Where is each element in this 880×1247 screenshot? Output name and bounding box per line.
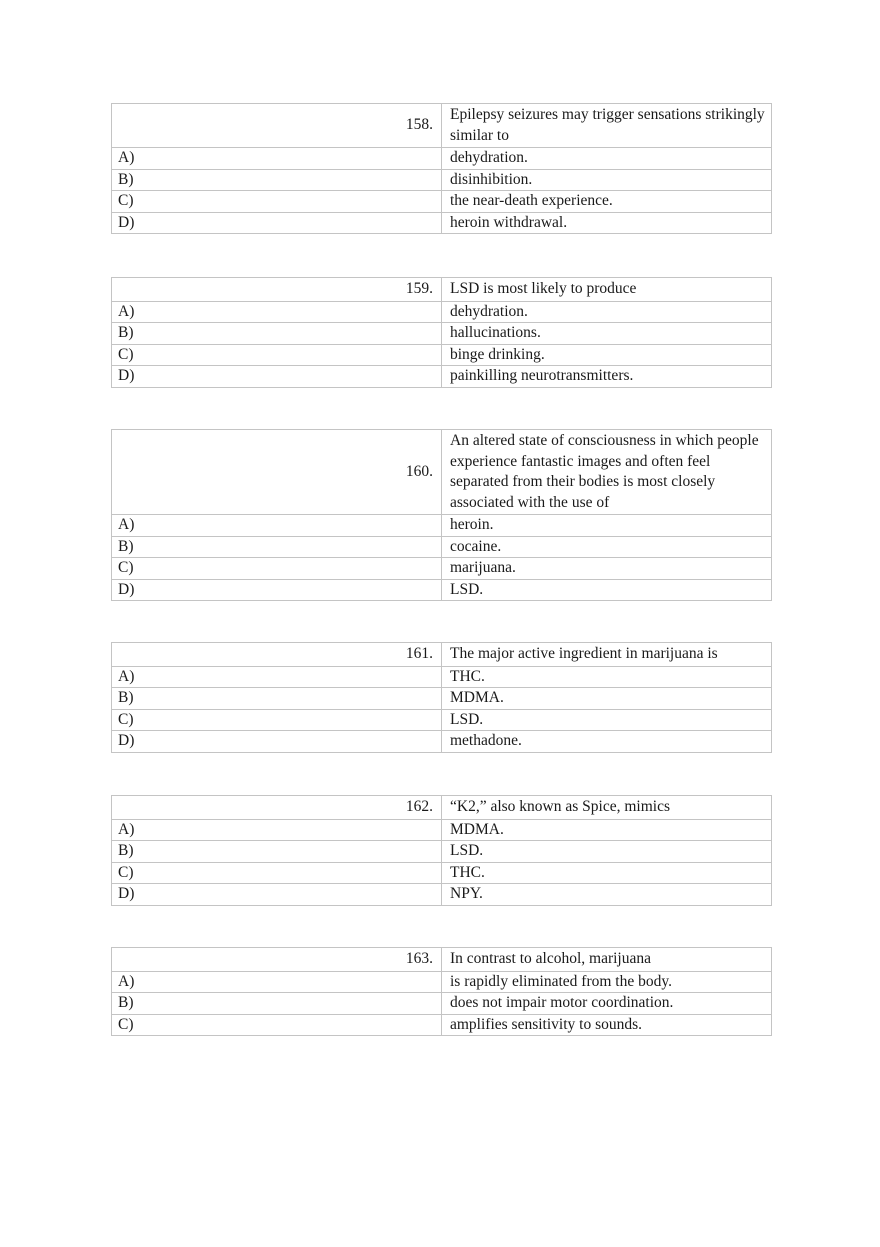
option-text: heroin. <box>442 515 772 537</box>
option-letter: A) <box>112 148 442 170</box>
question-row <box>112 104 772 148</box>
option-letter: D) <box>112 731 442 753</box>
question-row <box>112 796 772 820</box>
option-letter: C) <box>112 862 442 884</box>
option-text: dehydration. <box>442 301 772 323</box>
option-text: THC. <box>442 862 772 884</box>
option-row <box>112 971 772 993</box>
option-letter: A) <box>112 819 442 841</box>
question-table-159 <box>111 277 772 388</box>
option-row <box>112 819 772 841</box>
option-letter: B) <box>112 323 442 345</box>
option-letter: B) <box>112 169 442 191</box>
option-text: binge drinking. <box>442 344 772 366</box>
option-row <box>112 323 772 345</box>
option-text: hallucinations. <box>442 323 772 345</box>
option-text: the near-death experience. <box>442 191 772 213</box>
option-letter: C) <box>112 558 442 580</box>
option-row <box>112 579 772 601</box>
question-number: 162. <box>112 796 442 820</box>
option-text: LSD. <box>442 579 772 601</box>
option-text: amplifies sensitivity to sounds. <box>442 1014 772 1036</box>
question-stem: “K2,” also known as Spice, mimics <box>442 796 772 820</box>
option-letter: B) <box>112 688 442 710</box>
question-table-161 <box>111 642 772 753</box>
option-row <box>112 558 772 580</box>
option-text: NPY. <box>442 884 772 906</box>
option-text: MDMA. <box>442 819 772 841</box>
option-row <box>112 884 772 906</box>
question-row <box>112 278 772 302</box>
option-row <box>112 666 772 688</box>
question-row <box>112 643 772 667</box>
question-number: 163. <box>112 948 442 972</box>
option-letter: A) <box>112 666 442 688</box>
option-text: disinhibition. <box>442 169 772 191</box>
question-row <box>112 948 772 972</box>
option-text: methadone. <box>442 731 772 753</box>
option-row <box>112 344 772 366</box>
option-row <box>112 366 772 388</box>
option-letter: B) <box>112 993 442 1015</box>
option-row <box>112 212 772 234</box>
option-letter: D) <box>112 212 442 234</box>
option-letter: A) <box>112 515 442 537</box>
question-stem: The major active ingredient in marijuana is <box>442 643 772 667</box>
option-row <box>112 515 772 537</box>
option-row <box>112 148 772 170</box>
option-letter: B) <box>112 536 442 558</box>
question-stem: An altered state of consciousness in which people experience fantastic images and often feel separated from their bodies is most closely associated with the use of <box>442 430 772 515</box>
option-row <box>112 536 772 558</box>
option-letter: A) <box>112 301 442 323</box>
question-row <box>112 430 772 515</box>
question-stem: In contrast to alcohol, marijuana <box>442 948 772 972</box>
option-text: marijuana. <box>442 558 772 580</box>
option-row <box>112 731 772 753</box>
option-row <box>112 301 772 323</box>
option-letter: D) <box>112 366 442 388</box>
option-row <box>112 688 772 710</box>
option-row <box>112 993 772 1015</box>
question-number: 161. <box>112 643 442 667</box>
option-text: THC. <box>442 666 772 688</box>
option-row <box>112 169 772 191</box>
option-row <box>112 862 772 884</box>
option-text: LSD. <box>442 709 772 731</box>
question-table-162 <box>111 795 772 906</box>
option-row <box>112 841 772 863</box>
option-text: painkilling neurotransmitters. <box>442 366 772 388</box>
option-row <box>112 191 772 213</box>
option-letter: D) <box>112 579 442 601</box>
question-stem: LSD is most likely to produce <box>442 278 772 302</box>
option-letter: D) <box>112 884 442 906</box>
option-letter: A) <box>112 971 442 993</box>
option-letter: C) <box>112 709 442 731</box>
option-letter: C) <box>112 344 442 366</box>
option-letter: B) <box>112 841 442 863</box>
option-text: cocaine. <box>442 536 772 558</box>
option-text: MDMA. <box>442 688 772 710</box>
question-number: 158. <box>112 104 442 148</box>
option-text: heroin withdrawal. <box>442 212 772 234</box>
question-table-163 <box>111 947 772 1036</box>
option-text: LSD. <box>442 841 772 863</box>
option-text: does not impair motor coordination. <box>442 993 772 1015</box>
question-number: 160. <box>112 430 442 515</box>
question-number: 159. <box>112 278 442 302</box>
option-row <box>112 709 772 731</box>
option-text: dehydration. <box>442 148 772 170</box>
question-stem: Epilepsy seizures may trigger sensations strikingly similar to <box>442 104 772 148</box>
option-letter: C) <box>112 1014 442 1036</box>
option-row <box>112 1014 772 1036</box>
question-table-158 <box>111 103 772 234</box>
option-letter: C) <box>112 191 442 213</box>
question-table-160 <box>111 429 772 601</box>
option-text: is rapidly eliminated from the body. <box>442 971 772 993</box>
